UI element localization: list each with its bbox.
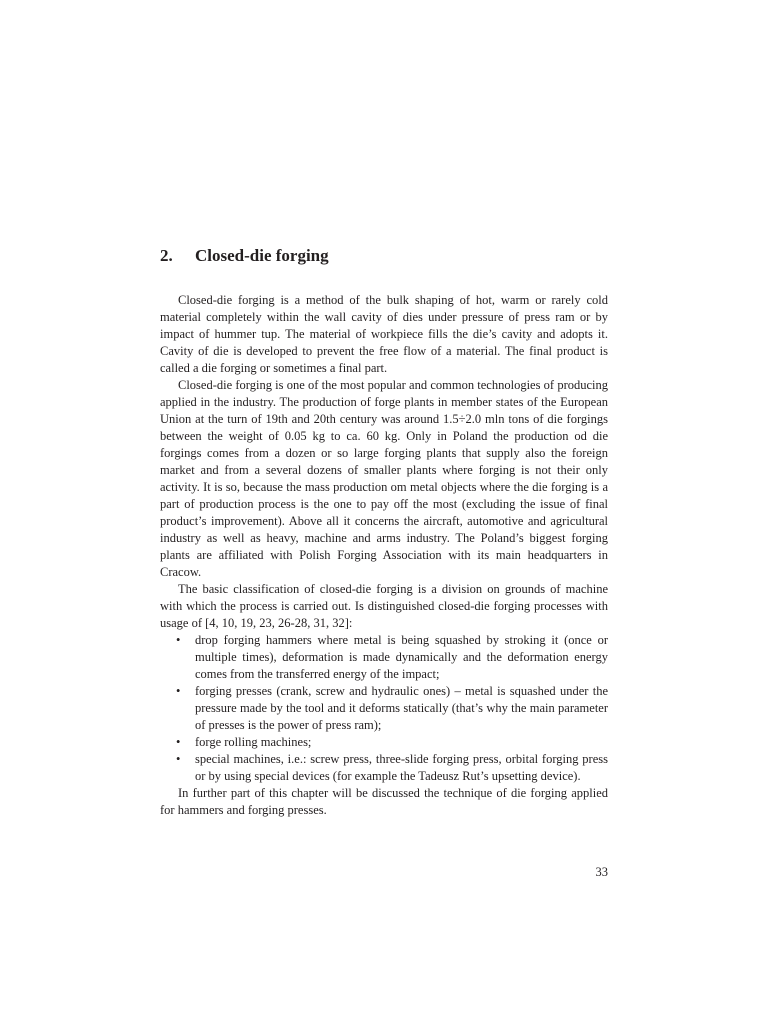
list-item	[176, 683, 608, 734]
paragraph-industry: Closed-die forging is one of the most popular and common technologies of producing applied in the industry. The production of forge plants in member states of the European Union at the turn of 19th and 20th century was around 1.5÷2.0 mln tons of die forgings between the weight of 0.05 kg to ca. 60 kg. Only in Poland the production od die forgings comes from a dozen or so large forging plants that supply also the foreign market and from a several dozens of smaller plants where forging is not their only activity. It is so, because the mass production om metal objects where the die forging is a part of production process is the one to pay off the most (excluding the issue of final product’s improvement). Above all it concerns the aircraft, automotive and agricultural industry as well as heavy, machine and arms industry. The Poland’s biggest forging plants are affiliated with Polish Forging Association with its main headquarters in Cracow.	[160, 378, 608, 579]
chapter-number: 2.	[160, 246, 173, 265]
list-item	[176, 632, 608, 683]
bullet-icon: •	[176, 633, 181, 647]
list-item-text: special machines, i.e.: screw press, three-slide forging press, orbital forging press or by using special devices (for example the Tadeusz Rut’s upsetting device).	[195, 752, 608, 783]
chapter-body	[160, 292, 608, 819]
paragraph-closing: In further part of this chapter will be discussed the technique of die forging applied for hammers and forging presses.	[160, 786, 608, 817]
paragraph-definition: Closed-die forging is a method of the bulk shaping of hot, warm or rarely cold material completely within the wall cavity of dies under pressure of press ram or by impact of hummer tup. The material of workpiece fills the die’s cavity and adopts it. Cavity of die is developed to prevent the free flow of a material. The final product is called a die forging or sometimes a final part.	[160, 293, 608, 375]
list-item-text: forging presses (crank, screw and hydraulic ones) – metal is squashed under the pressure made by the tool and it deforms statically (that’s why the main parameter of presses is the power of press ram);	[195, 684, 608, 732]
list-item-text: forge rolling machines;	[195, 735, 312, 749]
bullet-icon: •	[176, 735, 181, 749]
list-item	[176, 734, 608, 751]
paragraph-classification: The basic classification of closed-die forging is a division on grounds of machine with which the process is carried out. Is distinguished closed-die forging processes with usage of [4, 10, 19, 23, 26-28, 31, 32]:	[160, 582, 608, 630]
bullet-icon: •	[176, 752, 181, 766]
chapter-heading	[160, 245, 608, 267]
chapter-title: Closed-die forging	[195, 246, 329, 265]
bullet-icon: •	[176, 684, 181, 698]
list-item-text: drop forging hammers where metal is being squashed by stroking it (once or multiple times), deformation is made dynamically and the deformation energy comes from the transferred energy of the impact;	[195, 633, 608, 681]
page-number: 33	[595, 865, 608, 879]
list-item	[176, 751, 608, 785]
machine-list	[160, 632, 608, 785]
